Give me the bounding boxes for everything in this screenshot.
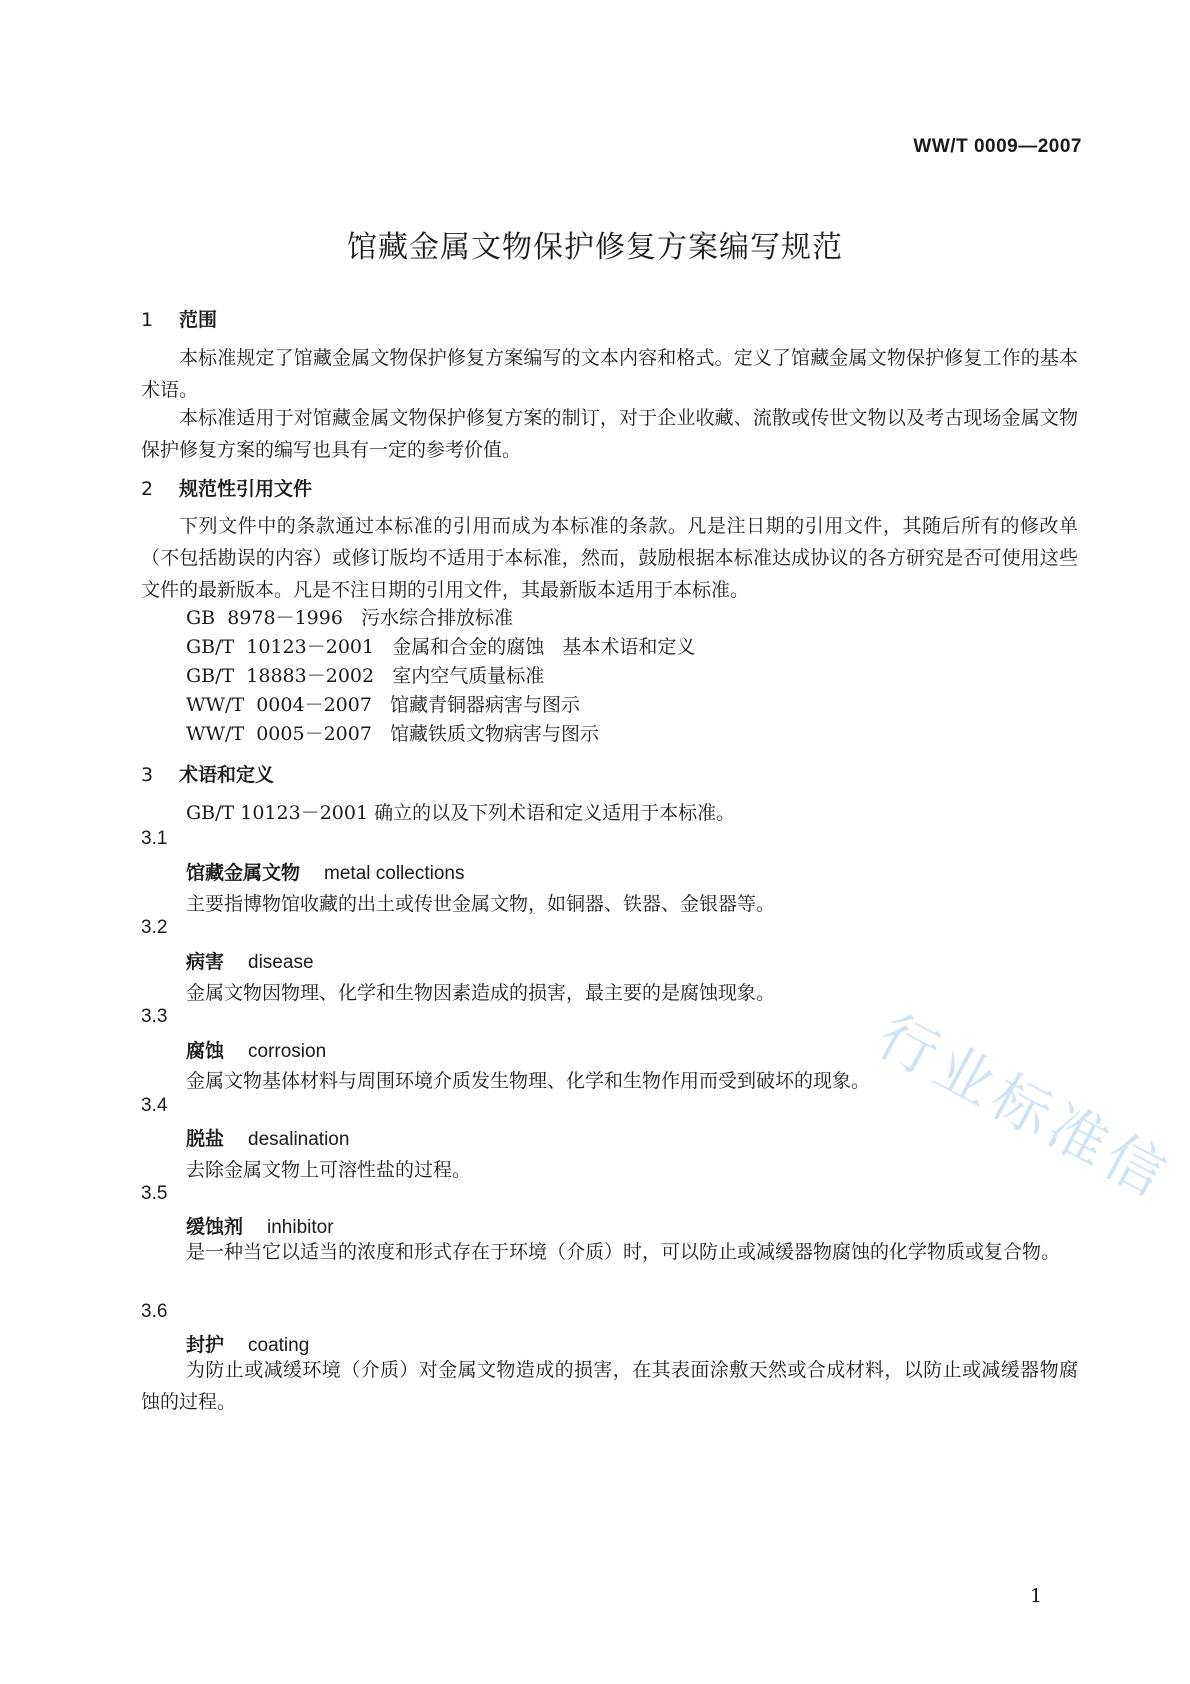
term-en: corrosion [248,1041,327,1062]
section-2-paragraph: 下列文件中的条款通过本标准的引用而成为本标准的条款。凡是注日期的引用文件，其随后所有的修改单（不包括勘误的内容）或修订版均不适用于本标准，然而，鼓励根据本标准达成协议的各方研究是否可使用这些文件的最新版本。凡是不注日期的引用文件，其最新版本适用于本标准。 [141,515,1078,601]
reference-item: GB 8978－1996 污水综合排放标准 [186,607,514,629]
term-heading [186,1124,349,1151]
term-heading [186,1330,309,1357]
term-number: 3.4 [141,1095,168,1116]
term-en: inhibitor [267,1217,334,1238]
document-title: 馆藏金属文物保护修复方案编写规范 [347,230,843,265]
term-en: disease [248,952,314,973]
watermark: 行业标准信 [866,1001,1182,1212]
section-number: 2 [141,478,154,500]
section-title: 规范性引用文件 [179,478,313,500]
section-2-heading [141,474,312,501]
term-definition: 金属文物因物理、化学和生物因素造成的损害，最主要的是腐蚀现象。 [186,982,776,1004]
section-title: 术语和定义 [179,764,275,786]
term-zh: 病害 [186,951,225,973]
term-definition: 金属文物基体材料与周围环境介质发生物理、化学和生物作用而受到破坏的现象。 [186,1070,871,1092]
section-number: 3 [141,764,154,786]
term-heading [186,858,464,885]
reference-item: GB/T 10123－2001 金属和合金的腐蚀 基本术语和定义 [186,636,696,658]
term-zh: 脱盐 [186,1128,225,1150]
section-1-heading [141,305,217,332]
term-number: 3.2 [141,917,168,938]
term-zh: 缓蚀剂 [186,1216,244,1238]
reference-item: WW/T 0005－2007 馆藏铁质文物病害与图示 [186,723,600,745]
term-en: metal collections [324,863,465,884]
reference-item: WW/T 0004－2007 馆藏青铜器病害与图示 [186,694,581,716]
term-zh: 封护 [186,1334,225,1356]
term-definition: 去除金属文物上可溶性盐的过程。 [186,1159,472,1181]
standard-code: WW/T 0009—2007 [913,136,1082,157]
term-heading [186,1212,334,1239]
term-en: coating [248,1335,310,1356]
section-number: 1 [141,309,154,331]
term-number: 3.1 [141,828,168,849]
term-number: 3.6 [141,1301,168,1322]
term-zh: 腐蚀 [186,1040,225,1062]
term-zh: 馆藏金属文物 [186,862,301,884]
term-definition: 主要指博物馆收藏的出土或传世金属文物，如铜器、铁器、金银器等。 [186,893,776,915]
section-title: 范围 [179,309,218,331]
section-3-intro: GB/T 10123－2001 确立的以及下列术语和定义适用于本标准。 [186,802,736,824]
term-heading [186,947,314,974]
section-1-paragraph-2: 本标准适用于对馆藏金属文物保护修复方案的制订，对于企业收藏、流散或传世文物以及考古现场金属文物保护修复方案的编写也具有一定的参考价值。 [141,407,1078,461]
reference-item: GB/T 18883－2002 室内空气质量标准 [186,665,545,687]
term-definition: 为防止或减缓环境（介质）对金属文物造成的损害，在其表面涂敷天然或合成材料，以防止或减缓器物腐蚀的过程。 [141,1359,1078,1413]
term-number: 3.5 [141,1183,168,1204]
section-3-heading [141,760,274,787]
term-en: desalination [248,1129,350,1150]
term-number: 3.3 [141,1006,168,1027]
section-1-paragraph-1: 本标准规定了馆藏金属文物保护修复方案编写的文本内容和格式。定义了馆藏金属文物保护修复工作的基本术语。 [141,347,1078,401]
term-definition: 是一种当它以适当的浓度和形式存在于环境（介质）时，可以防止或减缓器物腐蚀的化学物质或复合物。 [186,1241,1061,1263]
term-heading [186,1036,326,1063]
page-number: 1 [1030,1585,1043,1607]
